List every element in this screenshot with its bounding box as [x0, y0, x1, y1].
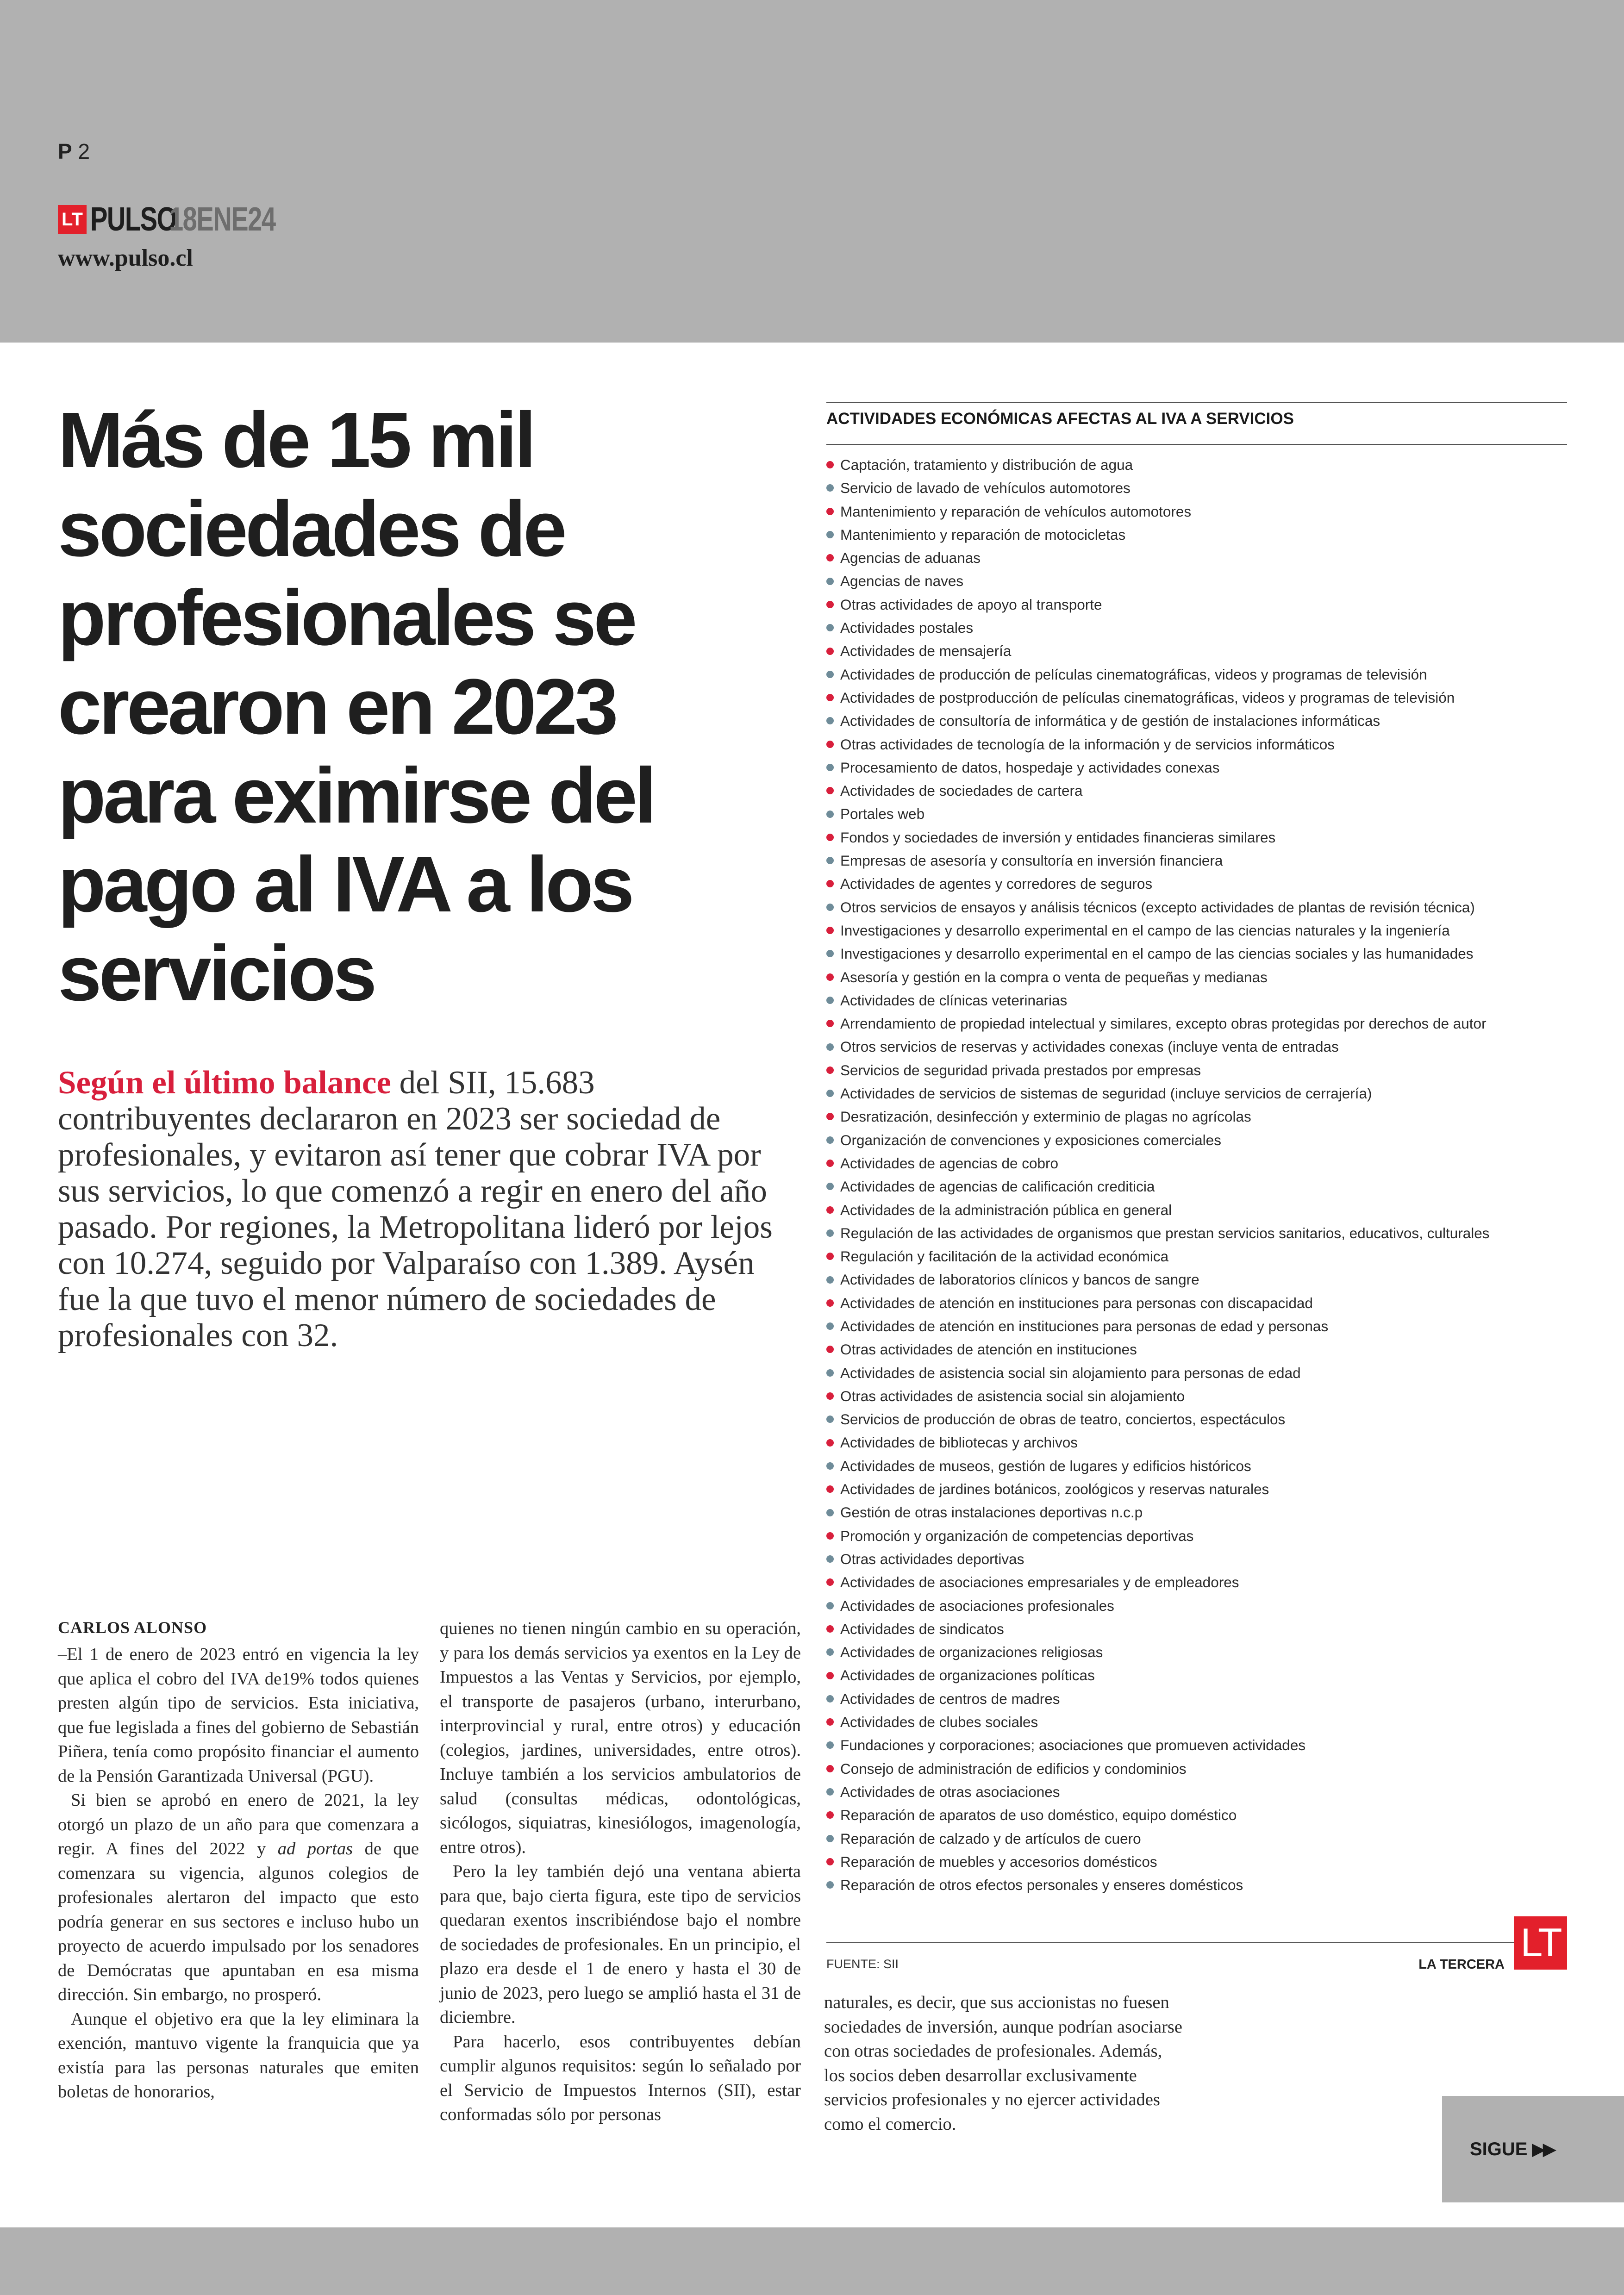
bullet-dot-icon — [826, 1253, 834, 1260]
bullet-dot-icon — [826, 1578, 834, 1586]
activity-item — [826, 989, 1567, 1012]
activity-item — [826, 1408, 1567, 1431]
bullet-dot-icon — [826, 461, 834, 468]
article-lead — [58, 1065, 785, 1353]
bullet-dot-icon — [826, 1788, 834, 1796]
activity-label: Actividades de atención en instituciones para personas con discapacidad — [840, 1294, 1313, 1311]
activity-item — [826, 1384, 1567, 1408]
activity-label: Actividades de agentes y corredores de seguros — [840, 875, 1153, 892]
activity-label: Reparación de muebles y accesorios domésticos — [840, 1853, 1157, 1870]
activity-item — [826, 849, 1567, 872]
activity-label: Agencias de aduanas — [840, 549, 981, 567]
activity-item — [826, 1594, 1567, 1617]
bullet-dot-icon — [826, 531, 834, 538]
activity-item — [826, 733, 1567, 756]
bullet-dot-icon — [826, 554, 834, 561]
bullet-dot-icon — [826, 1741, 834, 1749]
bullet-dot-icon — [826, 834, 834, 841]
bullet-dot-icon — [826, 508, 834, 515]
activity-item — [826, 896, 1567, 919]
activity-label: Empresas de asesoría y consultoría en inversión financiera — [840, 852, 1223, 869]
bullet-dot-icon — [826, 1881, 834, 1889]
body-paragraph: naturales, es decir, que sus accionistas no fuesen sociedades de inversión, aunque podrían asociarse con otras sociedades de profesionales. Además, los socios deben desarrollar exclusivamente servicios profesionales y no ejercer actividades como el comercio. — [824, 1993, 1183, 2134]
activity-item — [826, 1454, 1567, 1478]
body-column-1 — [58, 1642, 419, 2104]
activity-label: Agencias de naves — [840, 573, 964, 590]
activity-item — [826, 1315, 1567, 1338]
activity-label: Otras actividades de tecnología de la información y de servicios informáticos — [840, 736, 1335, 753]
continue-button[interactable] — [1442, 2096, 1624, 2202]
bullet-dot-icon — [826, 973, 834, 981]
bullet-dot-icon — [826, 1183, 834, 1190]
activity-label: Actividades de otras asociaciones — [840, 1783, 1060, 1800]
activity-label: Promoción y organización de competencias deportivas — [840, 1527, 1194, 1544]
activity-label: Investigaciones y desarrollo experimental en el campo de las ciencias sociales y las humanidades — [840, 945, 1474, 962]
activity-item — [826, 966, 1567, 989]
activity-item — [826, 1757, 1567, 1780]
activity-label: Otras actividades de apoyo al transporte — [840, 596, 1102, 613]
bullet-dot-icon — [826, 927, 834, 934]
body-paragraph: Si bien se aprobó en enero de 2021, la ley otorgó un plazo de un año para que comenzara a regir. A fines del 2022 y ad portas de que comenzara su vigencia, algunos colegios de profesionales alertaron del impacto que esto podría generar en sus sectores e incluso hubo un proyecto de acuerdo impulsado por los senadores de Demócratas que apuntaban en esa misma dirección. Sin embargo, no prosperó. — [58, 1790, 419, 2004]
panel-title: ACTIVIDADES ECONÓMICAS AFECTAS AL IVA A SERVICIOS — [826, 403, 1567, 445]
activity-label: Actividades de sindicatos — [840, 1620, 1004, 1637]
activity-item — [826, 1012, 1567, 1035]
activity-item — [826, 1734, 1567, 1757]
activity-label: Actividades de producción de películas cinematográficas, videos y programas de televisión — [840, 666, 1427, 683]
bullet-dot-icon — [826, 1485, 834, 1493]
activity-label: Actividades de laboratorios clínicos y bancos de sangre — [840, 1271, 1199, 1288]
bullet-dot-icon — [826, 950, 834, 957]
bullet-dot-icon — [826, 1532, 834, 1540]
activity-item — [826, 1501, 1567, 1524]
activity-item — [826, 1664, 1567, 1687]
activity-item — [826, 1547, 1567, 1571]
bullet-dot-icon — [826, 671, 834, 678]
lead-highlight: Según el último balance — [58, 1065, 391, 1101]
activity-item — [826, 616, 1567, 639]
bullet-dot-icon — [826, 997, 834, 1004]
bullet-dot-icon — [826, 717, 834, 724]
activity-item — [826, 1129, 1567, 1152]
activities-list — [826, 445, 1567, 1896]
activity-label: Asesoría y gestión en la compra o venta de pequeñas y medianas — [840, 968, 1268, 985]
bullet-dot-icon — [826, 1835, 834, 1842]
activity-item — [826, 1617, 1567, 1640]
bullet-dot-icon — [826, 1439, 834, 1447]
bullet-dot-icon — [826, 1276, 834, 1284]
activity-item — [826, 1198, 1567, 1222]
bullet-dot-icon — [826, 811, 834, 818]
body-paragraph: –El 1 de enero de 2023 entró en vigencia la ley que aplica el cobro del IVA de19% todos quienes presten algún tipo de servicios. Esta iniciativa, que fue legislada a fines del gobierno de Sebastián Piñera, tenía como propósito financiar el aumento de la Pensión Garantizada Universal (PGU). — [58, 1645, 419, 1786]
activity-item — [826, 1152, 1567, 1175]
activity-label: Actividades de la administración pública en general — [840, 1201, 1172, 1218]
activity-item — [826, 1571, 1567, 1594]
activity-item — [826, 663, 1567, 686]
bullet-dot-icon — [826, 1672, 834, 1679]
site-url[interactable]: www.pulso.cl — [58, 245, 193, 271]
activity-label: Fundaciones y corporaciones; asociaciones que promueven actividades — [840, 1737, 1306, 1754]
activity-item — [826, 1850, 1567, 1873]
activity-item — [826, 523, 1567, 546]
double-arrow-icon: ▶▶ — [1532, 2139, 1554, 2158]
bullet-dot-icon — [826, 1462, 834, 1470]
bullet-dot-icon — [826, 1695, 834, 1703]
bullet-dot-icon — [826, 1299, 834, 1307]
activity-label: Organización de convenciones y exposiciones comerciales — [840, 1131, 1221, 1148]
bullet-dot-icon — [826, 1206, 834, 1214]
body-paragraph: Para hacerlo, esos contribuyentes debían cumplir algunos requisitos: según lo señalado por el Servicio de Impuestos Internos (SII), estar conformadas sólo por personas — [440, 2032, 801, 2124]
activity-label: Actividades de bibliotecas y archivos — [840, 1434, 1078, 1451]
bullet-dot-icon — [826, 764, 834, 771]
body-column-3 — [824, 1990, 1185, 2136]
activity-label: Fondos y sociedades de inversión y entidades financieras similares — [840, 829, 1276, 846]
la-tercera-logo-icon: LT — [1514, 1916, 1567, 1970]
activity-item — [826, 872, 1567, 895]
activity-item — [826, 779, 1567, 802]
continue-label: SIGUE — [1470, 2139, 1528, 2159]
activity-item — [826, 1478, 1567, 1501]
bullet-dot-icon — [826, 1020, 834, 1027]
activity-label: Reparación de aparatos de uso doméstico, equipo doméstico — [840, 1807, 1237, 1824]
bullet-dot-icon — [826, 1416, 834, 1423]
bullet-dot-icon — [826, 1066, 834, 1074]
activity-item — [826, 1361, 1567, 1384]
activity-item — [826, 1291, 1567, 1315]
activity-item — [826, 1710, 1567, 1734]
activity-label: Otras actividades de asistencia social sin alojamiento — [840, 1387, 1185, 1404]
activity-item — [826, 1524, 1567, 1547]
activity-label: Actividades de asociaciones empresariales y de empleadores — [840, 1574, 1239, 1591]
bullet-dot-icon — [826, 1509, 834, 1516]
activity-item — [826, 476, 1567, 499]
activity-item — [826, 1803, 1567, 1827]
activity-label: Mantenimiento y reparación de vehículos automotores — [840, 503, 1192, 520]
activity-label: Actividades de museos, gestión de lugares y edificios históricos — [840, 1457, 1251, 1474]
bullet-dot-icon — [826, 1160, 834, 1167]
activity-label: Consejo de administración de edificios y condominios — [840, 1760, 1187, 1777]
bullet-dot-icon — [826, 880, 834, 887]
activity-item — [826, 546, 1567, 569]
bullet-dot-icon — [826, 904, 834, 911]
bullet-dot-icon — [826, 578, 834, 585]
activity-item — [826, 1431, 1567, 1454]
bullet-dot-icon — [826, 1392, 834, 1400]
edition-date: 18ENE24 — [169, 201, 275, 238]
activity-item — [826, 709, 1567, 732]
bullet-dot-icon — [826, 1113, 834, 1120]
bullet-dot-icon — [826, 484, 834, 492]
activity-label: Actividades de organizaciones religiosas — [840, 1644, 1103, 1661]
activity-label: Servicios de seguridad privada prestados por empresas — [840, 1061, 1201, 1079]
activity-label: Reparación de calzado y de artículos de cuero — [840, 1830, 1141, 1847]
activity-item — [826, 1687, 1567, 1710]
activity-label: Actividades de asociaciones profesionales — [840, 1597, 1114, 1614]
brand-name: PULSO — [90, 201, 176, 238]
lt-badge-icon: LT — [58, 205, 87, 234]
activity-item — [826, 453, 1567, 476]
activity-label: Actividades de agencias de cobro — [840, 1154, 1059, 1172]
bullet-dot-icon — [826, 857, 834, 864]
body-paragraph: Pero la ley también dejó una ventana abierta para que, bajo cierta figura, este tipo de servicios quedaran exentos inscribiéndose bajo el nombre de sociedades de profesionales. En un principio, el plazo era desde el 1 de enero y hasta el 30 de junio de 2023, pero luego se amplió hasta el 31 de diciembre. — [440, 1862, 801, 2027]
bullet-dot-icon — [826, 1346, 834, 1353]
activity-item — [826, 1640, 1567, 1664]
bullet-dot-icon — [826, 1648, 834, 1656]
bullet-dot-icon — [826, 1625, 834, 1633]
activity-label: Actividades de clínicas veterinarias — [840, 992, 1068, 1009]
bullet-dot-icon — [826, 648, 834, 655]
article-headline: Más de 15 mil sociedades de profesionales se crearon en 2023 para eximirse del pago al IVA a los servicios — [58, 396, 654, 1017]
activity-label: Servicios de producción de obras de teatro, conciertos, espectáculos — [840, 1411, 1286, 1428]
panel-credit: LA TERCERA — [1418, 1957, 1505, 1972]
activity-label: Actividades de atención en instituciones para personas de edad y personas — [840, 1317, 1329, 1335]
bullet-dot-icon — [826, 1229, 834, 1237]
bullet-dot-icon — [826, 1136, 834, 1144]
body-paragraph: quienes no tienen ningún cambio en su operación, y para los demás servicios ya exentos en la Ley de Impuestos a las Ventas y Servicios, por ejemplo, el transporte de pasajeros (urbano, interurbano, interprovincial y rural, entre otros) y educación (colegios, jardines, universidades, entre otros). Incluye también a los servicios ambulatorios de salud (consultas médicas, odontológicas, sicólogos, siquiatras, kinesiólogos, imagenología, entre otros). — [440, 1619, 801, 1857]
activity-label: Actividades de postproducción de películas cinematográficas, videos y programas de televisión — [840, 689, 1455, 706]
activity-label: Actividades de servicios de sistemas de seguridad (incluye servicios de cerrajería) — [840, 1085, 1372, 1102]
activity-label: Actividades de mensajería — [840, 642, 1012, 660]
page-number: P 2 — [58, 139, 90, 163]
activity-item — [826, 1245, 1567, 1268]
bullet-dot-icon — [826, 624, 834, 631]
bottom-band — [0, 2227, 1624, 2295]
activity-item — [826, 1082, 1567, 1105]
activity-label: Actividades de jardines botánicos, zoológicos y reservas naturales — [840, 1481, 1269, 1498]
activity-item — [826, 942, 1567, 965]
lead-text: del SII, 15.683 contribuyentes declararon en 2023 ser sociedad de profesionales, y evitaron así tener que cobrar IVA por sus servicios, lo que comenzó a regir en enero del año pasado. Por regiones, la Metropolitana lideró por lejos con 10.274, seguido por Valparaíso con 1.389. Aysén fue la que tuvo el menor número de sociedades de profesionales con 32. — [58, 1065, 773, 1353]
activity-label: Actividades de clubes sociales — [840, 1714, 1038, 1731]
bullet-dot-icon — [826, 1043, 834, 1051]
activity-item — [826, 756, 1567, 779]
activity-item — [826, 1780, 1567, 1803]
activity-label: Actividades de consultoría de informática y de gestión de instalaciones informáticas — [840, 712, 1380, 730]
bullet-dot-icon — [826, 1718, 834, 1726]
activity-label: Actividades postales — [840, 619, 974, 636]
panel-footer — [826, 1942, 1567, 1977]
bullet-dot-icon — [826, 1858, 834, 1865]
activity-label: Otros servicios de reservas y actividades conexas (incluye venta de entradas — [840, 1038, 1339, 1055]
activity-item — [826, 569, 1567, 592]
activity-label: Actividades de sociedades de cartera — [840, 782, 1083, 799]
bullet-dot-icon — [826, 694, 834, 701]
activity-item — [826, 1222, 1567, 1245]
activity-label: Otras actividades de atención en instituciones — [840, 1341, 1137, 1358]
activity-item — [826, 686, 1567, 709]
activity-item — [826, 1338, 1567, 1361]
activity-item — [826, 1035, 1567, 1058]
masthead — [58, 203, 305, 236]
activity-label: Actividades de centros de madres — [840, 1690, 1060, 1707]
activity-item — [826, 639, 1567, 662]
activity-item — [826, 826, 1567, 849]
activity-label: Captación, tratamiento y distribución de agua — [840, 456, 1133, 473]
byline: CARLOS ALONSO — [58, 1618, 207, 1637]
activity-item — [826, 500, 1567, 523]
activity-label: Mantenimiento y reparación de motocicletas — [840, 526, 1126, 543]
bullet-dot-icon — [826, 1369, 834, 1377]
activity-item — [826, 1268, 1567, 1291]
bullet-dot-icon — [826, 1555, 834, 1563]
activity-label: Gestión de otras instalaciones deportivas n.c.p — [840, 1504, 1143, 1521]
activity-label: Reparación de otros efectos personales y enseres domésticos — [840, 1877, 1243, 1894]
activity-label: Regulación y facilitación de la actividad económica — [840, 1248, 1169, 1265]
activity-label: Arrendamiento de propiedad intelectual y similares, excepto obras protegidas por derechos de autor — [840, 1015, 1487, 1032]
panel-source: FUENTE: SII — [826, 1957, 899, 1971]
top-band — [0, 0, 1624, 343]
activity-label: Actividades de agencias de calificación crediticia — [840, 1178, 1155, 1195]
bullet-dot-icon — [826, 1090, 834, 1097]
activity-item — [826, 919, 1567, 942]
activity-label: Otras actividades deportivas — [840, 1550, 1024, 1567]
activity-label: Servicio de lavado de vehículos automotores — [840, 480, 1131, 497]
activity-item — [826, 802, 1567, 825]
activity-label: Actividades de organizaciones políticas — [840, 1667, 1095, 1684]
bullet-dot-icon — [826, 787, 834, 794]
body-paragraph: Aunque el objetivo era que la ley eliminara la exención, mantuvo vigente la franquicia que ya existía para las personas naturales que emiten boletas de honorarios, — [58, 2009, 419, 2102]
bullet-dot-icon — [826, 741, 834, 748]
activity-label: Portales web — [840, 805, 925, 823]
bullet-dot-icon — [826, 1765, 834, 1772]
activities-panel — [826, 402, 1567, 1896]
activity-label: Procesamiento de datos, hospedaje y actividades conexas — [840, 759, 1220, 776]
activity-label: Investigaciones y desarrollo experimental en el campo de las ciencias naturales y la ingeniería — [840, 922, 1450, 939]
activity-item — [826, 1873, 1567, 1896]
activity-item — [826, 1175, 1567, 1198]
activity-label: Otros servicios de ensayos y análisis técnicos (excepto actividades de plantas de revisión técnica) — [840, 898, 1475, 916]
bullet-dot-icon — [826, 1811, 834, 1819]
activity-item — [826, 1827, 1567, 1850]
body-column-2 — [440, 1616, 801, 2127]
activity-label: Regulación de las actividades de organismos que prestan servicios sanitarios, educativos, culturales — [840, 1224, 1490, 1241]
activity-label: Desratización, desinfección y exterminio de plagas no agrícolas — [840, 1108, 1251, 1125]
activity-label: Actividades de asistencia social sin alojamiento para personas de edad — [840, 1364, 1301, 1381]
bullet-dot-icon — [826, 1322, 834, 1330]
activity-item — [826, 1059, 1567, 1082]
activity-item — [826, 593, 1567, 616]
activity-item — [826, 1105, 1567, 1128]
bullet-dot-icon — [826, 1602, 834, 1609]
bullet-dot-icon — [826, 601, 834, 608]
